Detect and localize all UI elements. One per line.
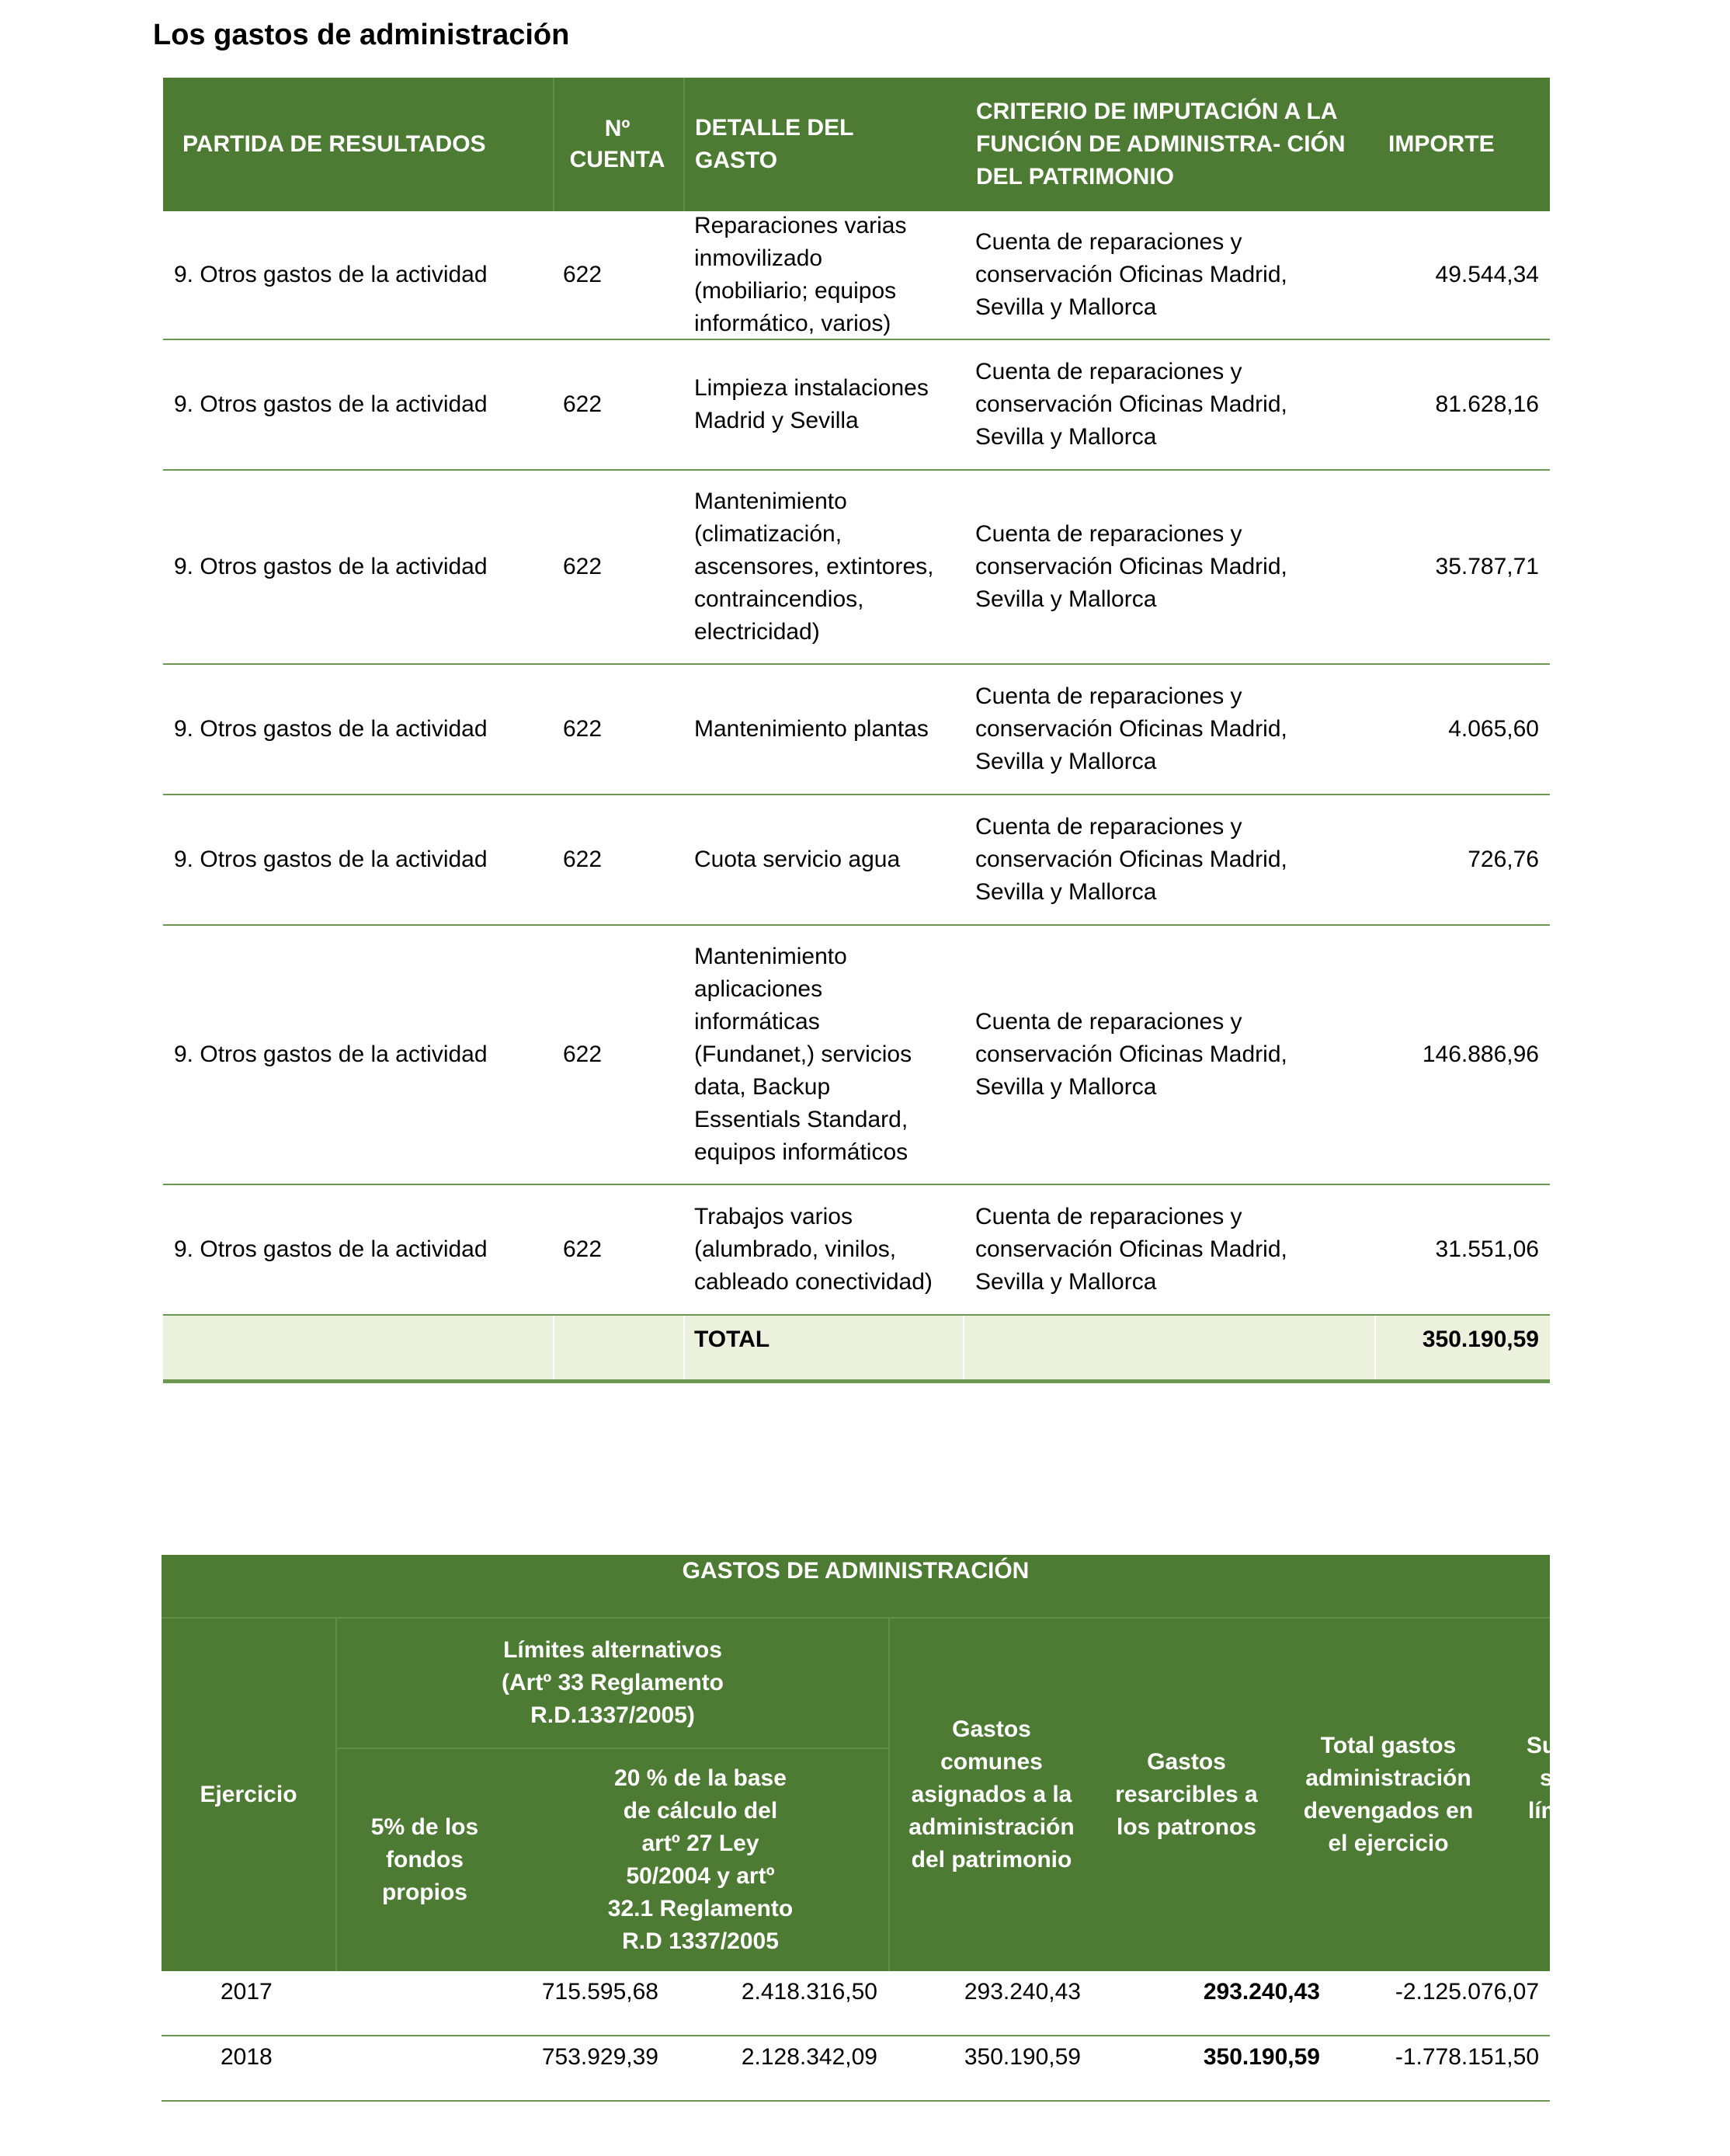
cell-supera: -2.125.076,07 (1395, 1979, 1539, 2005)
cell-base: 2.418.316,50 (741, 1979, 877, 2005)
cell-detalle: Limpieza instalaciones Madrid y Sevilla (694, 375, 929, 433)
table-row (163, 795, 1550, 926)
table-row (163, 665, 1550, 795)
cell-ejercicio: 2017 (221, 1979, 273, 2005)
cell-importe: 49.544,34 (1435, 262, 1539, 287)
header-comunes: Gastos comunes asignados a la administración del patrimonio (908, 1716, 1075, 1873)
header-base: 20 % de la base de cálculo del artº 27 Ley 50/2004 y artº 32.1 Reglamento R.D 1337/2005 (607, 1765, 794, 1954)
cell-importe: 4.065,60 (1448, 716, 1539, 742)
cell-base: 2.128.342,09 (741, 2044, 877, 2070)
header-limites: Límites alternativos (Artº 33 Reglamento R.D.1337/2005) (501, 1637, 724, 1728)
cell-cuenta: 622 (563, 391, 603, 417)
table-row (162, 1971, 1550, 2036)
cell-cuenta: 622 (563, 716, 603, 742)
cell-cuenta: 622 (563, 554, 603, 579)
cell-partida: 9. Otros gastos de la actividad (174, 1236, 488, 1262)
header-fondos: 5% de los fondos propios (370, 1814, 479, 1905)
cell-cuenta: 622 (563, 262, 603, 287)
header-detalle: DETALLE DEL GASTO (695, 115, 854, 173)
cell-ejercicio: 2018 (221, 2044, 273, 2070)
cell-detalle: Cuota servicio agua (694, 847, 901, 872)
cell-detalle: Reparaciones varias inmovilizado (mobiliario; equipos informático, varios) (694, 213, 907, 336)
cell-criterio: Cuenta de reparaciones y conservación Oficinas Madrid, Sevilla y Mallorca (975, 521, 1287, 612)
section-title: Los gastos de administración (153, 19, 570, 51)
table-row (163, 926, 1550, 1185)
header-supera: Supera (+). No supera (-) el límite máximo elegido (1526, 1733, 1686, 1856)
table-row (162, 2036, 1550, 2102)
header-total: Total gastos administración devengados en el ejercicio (1303, 1733, 1474, 1856)
total-row (163, 1316, 1550, 1383)
admin-expenses-limits-table (162, 1555, 1686, 2102)
column-divider (553, 1316, 554, 1379)
cell-partida: 9. Otros gastos de la actividad (174, 391, 488, 417)
header-partida: PARTIDA DE RESULTADOS (182, 131, 486, 157)
table-header (163, 78, 1550, 211)
column-divider (1374, 1316, 1376, 1379)
cell-total: 293.240,43 (1203, 1979, 1320, 2005)
header-importe: IMPORTE (1388, 131, 1495, 157)
table-row (163, 1185, 1550, 1316)
cell-criterio: Cuenta de reparaciones y conservación Oficinas Madrid, Sevilla y Mallorca (975, 1009, 1287, 1100)
header-criterio: CRITERIO DE IMPUTACIÓN A LA FUNCIÓN DE ADMINISTRA- CIÓN DEL PATRIMONIO (976, 99, 1346, 190)
cell-partida: 9. Otros gastos de la actividad (174, 1041, 488, 1067)
cell-total: 350.190,59 (1203, 2044, 1320, 2070)
cell-comunes: 293.240,43 (964, 1979, 1081, 2005)
cell-detalle: Trabajos varios (alumbrado, vinilos, cableado conectividad) (694, 1204, 933, 1295)
table-row (163, 211, 1550, 340)
total-label: TOTAL (694, 1327, 770, 1352)
table-header (162, 1555, 1686, 1971)
header-ejercicio: Ejercicio (200, 1782, 297, 1807)
cell-detalle: Mantenimiento plantas (694, 716, 929, 742)
cell-criterio: Cuenta de reparaciones y conservación Oficinas Madrid, Sevilla y Mallorca (975, 814, 1287, 905)
header-cuenta: Nº CUENTA (569, 116, 665, 172)
admin-expenses-detail-table (163, 78, 1550, 1383)
cell-fondos: 753.929,39 (541, 2044, 658, 2070)
cell-fondos: 715.595,68 (541, 1979, 658, 2005)
cell-cuenta: 622 (563, 847, 603, 872)
cell-criterio: Cuenta de reparaciones y conservación Oficinas Madrid, Sevilla y Mallorca (975, 359, 1287, 450)
cell-supera: -1.778.151,50 (1395, 2044, 1539, 2070)
cell-criterio: Cuenta de reparaciones y conservación Oficinas Madrid, Sevilla y Mallorca (975, 1204, 1287, 1295)
header-resarcibles: Gastos resarcibles a los patronos (1115, 1749, 1258, 1840)
table-row (163, 340, 1550, 471)
cell-importe: 726,76 (1468, 847, 1539, 872)
table-title: GASTOS DE ADMINISTRACIÓN (682, 1558, 1030, 1584)
cell-cuenta: 622 (563, 1236, 603, 1262)
cell-comunes: 350.190,59 (964, 2044, 1081, 2070)
cell-detalle: Mantenimiento aplicaciones informáticas (Fundanet,) servicios data, Backup Essentials Standard, equipos informáticos (694, 944, 912, 1165)
cell-detalle: Mantenimiento (climatización, ascensores, extintores, contraincendios, electricidad) (694, 489, 934, 645)
cell-cuenta: 622 (563, 1041, 603, 1067)
cell-importe: 81.628,16 (1435, 391, 1539, 417)
cell-importe: 31.551,06 (1435, 1236, 1539, 1262)
column-divider (683, 1316, 685, 1379)
cell-partida: 9. Otros gastos de la actividad (174, 847, 488, 872)
cell-partida: 9. Otros gastos de la actividad (174, 554, 488, 579)
table-row (163, 471, 1550, 665)
cell-criterio: Cuenta de reparaciones y conservación Oficinas Madrid, Sevilla y Mallorca (975, 683, 1287, 774)
total-value: 350.190,59 (1422, 1327, 1539, 1352)
cell-partida: 9. Otros gastos de la actividad (174, 716, 488, 742)
cell-partida: 9. Otros gastos de la actividad (174, 262, 488, 287)
cell-importe: 146.886,96 (1422, 1041, 1539, 1067)
column-divider (963, 1316, 964, 1379)
column-divider (683, 78, 685, 211)
cell-criterio: Cuenta de reparaciones y conservación Oficinas Madrid, Sevilla y Mallorca (975, 229, 1287, 320)
cell-importe: 35.787,71 (1435, 554, 1539, 579)
